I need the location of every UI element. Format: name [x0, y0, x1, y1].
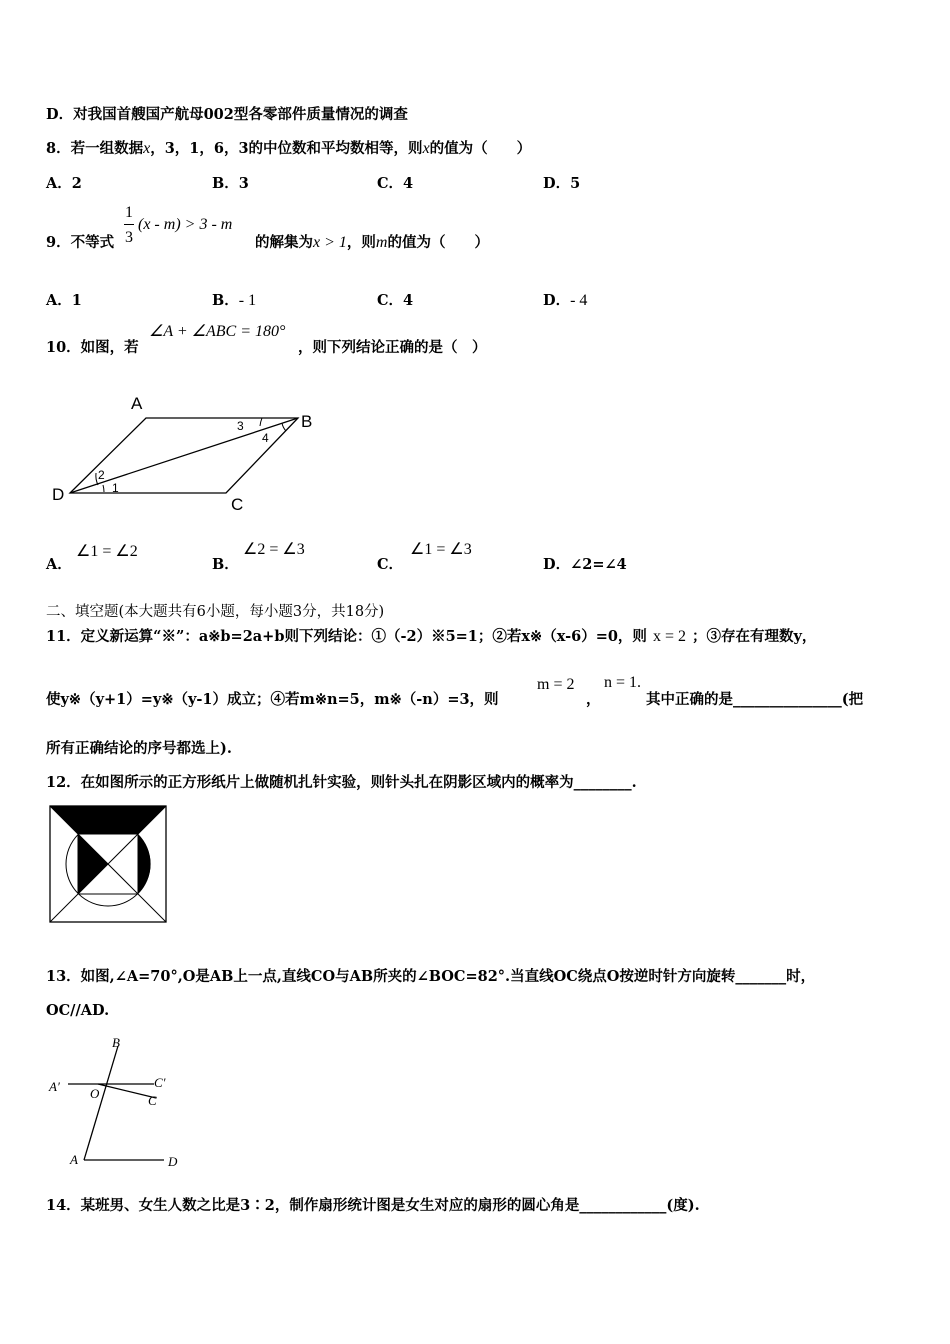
q13-label-a1: A′: [49, 1079, 60, 1094]
q10-angle1-arc: [103, 485, 104, 492]
q11-line1-text: 11．定义新运算“※”：a※b=2a+b则下列结论：①（-2）※5=1；②若x※（x-6）=0，则: [46, 628, 647, 645]
q9-var-m: m: [375, 234, 388, 251]
q12-left-shaded-triangle: [78, 834, 108, 894]
q11-line2-c: (把: [841, 691, 864, 708]
q9-option-d: [543, 289, 587, 310]
q10-label-b: B: [301, 412, 313, 431]
q13-line1: 13．如图,∠A=70°,O是AB上一点,直线CO与AB所夹的∠BOC=82°.当直线OC绕点O按逆时针方向旋转_______时，: [46, 968, 816, 985]
q13-line-ab: [84, 1046, 118, 1160]
q13-label-d: D: [168, 1154, 178, 1169]
q10-option-d: D．∠2=∠4: [543, 556, 627, 573]
q9-frac-bar: [124, 224, 134, 225]
q8-option-c: C．4: [377, 175, 414, 192]
q13-line2: OC//AD.: [46, 1002, 110, 1019]
q9-stem-b: 的解集为: [255, 234, 313, 251]
q11-line1-math: x = 2: [652, 628, 686, 645]
q11-line2-b: 其中正确的是: [646, 691, 733, 708]
q9-option-b: [212, 289, 256, 310]
q10-option-c-math: ∠1 = ∠3: [410, 541, 472, 558]
q9-option-d-math: - 4: [570, 292, 588, 309]
q14-stem: 14．某班男、女生人数之比是3∶2，制作扇形统计图是女生对应的扇形的圆心角是____________(度).: [46, 1197, 700, 1214]
q12-top-shaded-trapezoid: [50, 806, 166, 834]
q9-option-a: A．1: [46, 292, 82, 309]
q9-sol: x > 1: [313, 234, 347, 251]
q8-option-b: B．3: [212, 175, 249, 192]
q10-option-c: C．: [377, 556, 404, 573]
q8-stem-a: 8．若一组数据: [46, 140, 144, 157]
q9-stem-c: ，则: [346, 234, 376, 251]
q10-label-1: 1: [112, 481, 119, 495]
q10-option-b-math: ∠2 = ∠3: [243, 541, 305, 558]
q11-line2-m: m = 2: [537, 676, 575, 693]
q8-option-d: D．5: [543, 175, 581, 192]
section2-title: 二、填空题(本大题共有6小题，每小题3分，共18分): [46, 604, 385, 620]
q11-line1-end: ；③存在有理数y，: [691, 628, 817, 645]
q9-expr: (x - m) > 3 - m: [138, 216, 233, 233]
q7-option-d: D．对我国首艘国产航母002型各零部件质量情况的调查: [46, 106, 408, 123]
q9-stem-d: 的值为（ ）: [387, 234, 489, 251]
q13-label-b: B: [112, 1035, 120, 1050]
q13-label-o: O: [90, 1086, 100, 1101]
q10-angle4-arc: [282, 423, 286, 431]
q10-option-a-math: ∠1 = ∠2: [76, 543, 138, 560]
q11-line3: 所有正确结论的序号都选上).: [46, 740, 232, 757]
q8-option-a: A．2: [46, 175, 82, 192]
q10-label-2: 2: [98, 468, 105, 482]
q8-stem: [46, 137, 531, 158]
q9-frac-num: 1: [125, 204, 133, 221]
q8-stem-b: ，3，1，6，3的中位数和平均数相等，则: [150, 140, 423, 157]
q12-stem: 12．在如图所示的正方形纸片上做随机扎针实验，则针头扎在阴影区域内的概率为________.: [46, 774, 637, 791]
q11-line2-comma: ，: [586, 691, 601, 708]
q10-option-b: B．: [212, 556, 239, 573]
q10-option-a: A．: [46, 556, 72, 573]
q11-line2: [46, 688, 499, 709]
q9-option-d-label: D．: [543, 292, 571, 309]
q10-label-d: D: [52, 485, 65, 504]
q9-frac-den: 3: [125, 229, 133, 246]
q10-label-3: 3: [237, 419, 244, 433]
q11-blank: _______________: [733, 691, 842, 708]
q12-right-shaded-segment: [138, 834, 151, 894]
q11-line1: [46, 625, 816, 646]
q9-option-c: C．4: [377, 292, 414, 309]
q13-label-a: A: [70, 1152, 78, 1167]
q10-stem-a: 10．如图，若: [46, 339, 139, 356]
q11-line2-rest: [646, 688, 863, 709]
q11-line2-n: n = 1.: [604, 674, 642, 691]
q12-corner-line-br: [138, 894, 166, 922]
q9-stem-a: 9．不等式: [46, 234, 115, 251]
q9-stem-rest: [255, 231, 489, 252]
q9-option-b-label: B．: [212, 292, 239, 309]
q10-parallelogram-figure: [46, 388, 336, 513]
q10-label-a: A: [131, 394, 143, 413]
q9-option-b-math: - 1: [238, 292, 257, 309]
q10-angle3-arc: [260, 418, 262, 426]
q13-angle-figure: [46, 1032, 196, 1174]
q13-label-c1: C′: [154, 1075, 166, 1090]
q8-var-x: x: [143, 140, 151, 157]
q10-label-4: 4: [262, 431, 269, 445]
q8-stem-c: 的值为（ ）: [429, 140, 532, 157]
q11-line2-a: 使y※（y+1）=y※（y-1）成立；④若m※n=5，m※（-n）=3，则: [46, 691, 499, 708]
q8-var-x2: x: [422, 140, 430, 157]
q13-label-c: C: [148, 1093, 157, 1108]
q12-corner-line-bl: [50, 894, 78, 922]
q10-cond: ∠A + ∠ABC = 180°: [149, 323, 286, 340]
q10-stem-b: ，则下列结论正确的是（ ）: [298, 339, 487, 356]
q10-label-c: C: [231, 495, 244, 513]
q12-square-figure: [47, 803, 169, 925]
